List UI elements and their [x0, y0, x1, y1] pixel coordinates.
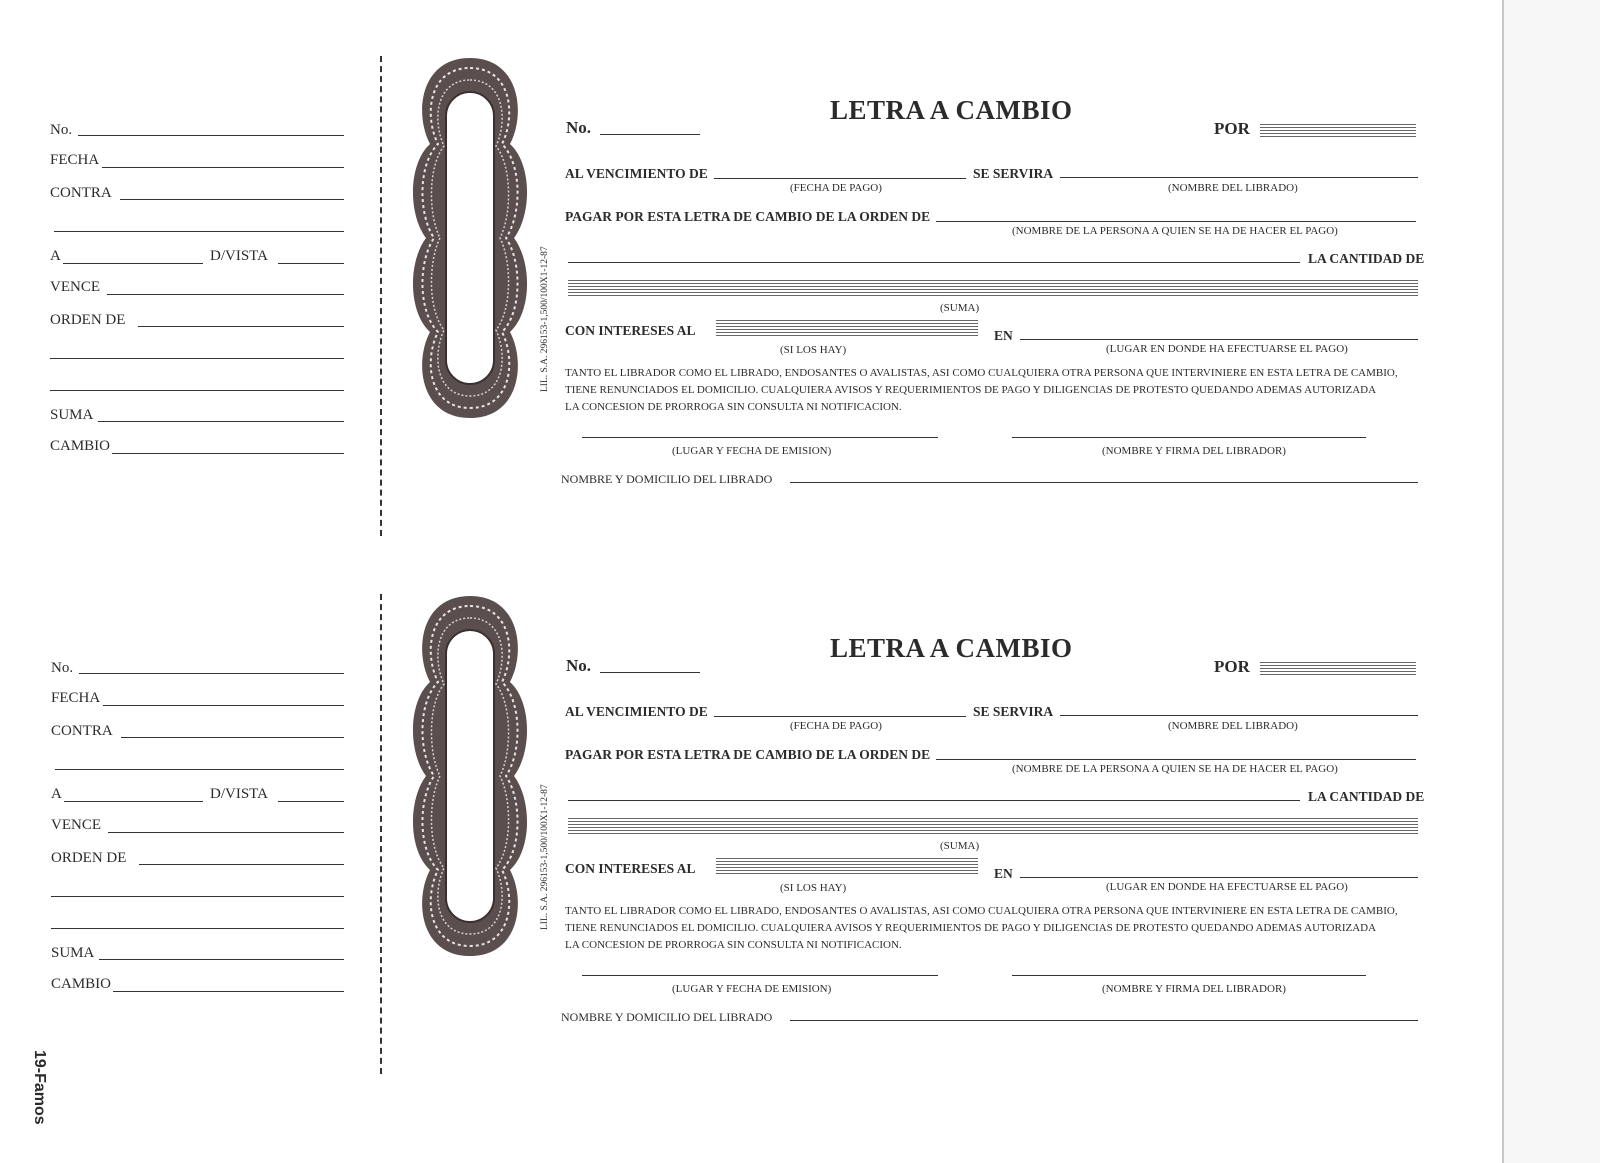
si-los-hay-caption: (SI LOS HAY) — [780, 882, 847, 894]
bill-of-exchange-1 — [0, 0, 1500, 540]
suma-caption: (SUMA) — [940, 840, 980, 852]
nombre-librado-line[interactable] — [1060, 177, 1418, 178]
lugar-fecha-emision-line[interactable] — [582, 437, 938, 438]
la-cantidad-label: LA CANTIDAD DE — [1308, 789, 1425, 804]
stub-orden-line-3[interactable] — [51, 928, 344, 929]
stub-fecha-label: FECHA — [50, 152, 100, 168]
perforation-line — [380, 594, 382, 1074]
stub-no-line[interactable] — [79, 673, 344, 674]
stub-dvista-line[interactable] — [278, 263, 344, 264]
bill-no-label: No. — [566, 118, 592, 137]
bill-title: LETRA A CAMBIO — [830, 95, 1073, 125]
clause-line-3: LA CONCESION DE PRORROGA SIN CONSULTA NI NOTIFICACION. — [565, 939, 902, 951]
pagar-por-label: PAGAR POR ESTA LETRA DE CAMBIO DE LA ORDEN DE — [565, 209, 931, 224]
lugar-pago-line[interactable] — [1020, 877, 1418, 878]
nombre-domicilio-label: NOMBRE Y DOMICILIO DEL LIBRADO — [561, 472, 773, 486]
print-code: LIL. S.A. 296153-1,500/100X1-12-87 — [540, 784, 550, 930]
stub-no-label: No. — [51, 660, 74, 676]
lugar-pago-line[interactable] — [1020, 339, 1418, 340]
stub-suma-line[interactable] — [98, 421, 344, 422]
stub-contra-line[interactable] — [120, 199, 344, 200]
stub-fecha-line[interactable] — [102, 167, 344, 168]
nombre-persona-caption: (NOMBRE DE LA PERSONA A QUIEN SE HA DE HACER EL PAGO) — [1012, 225, 1338, 237]
en-label: EN — [994, 866, 1013, 881]
stub-suma-line[interactable] — [99, 959, 344, 960]
lugar-fecha-emision-caption: (LUGAR Y FECHA DE EMISION) — [672, 983, 832, 995]
fecha-pago-line[interactable] — [714, 178, 966, 179]
stub-cambio-line[interactable] — [112, 453, 344, 454]
se-servira-label: SE SERVIRA — [973, 166, 1054, 181]
nombre-domicilio-line[interactable] — [790, 1020, 1418, 1021]
perforation-line — [380, 56, 382, 536]
pagar-por-label: PAGAR POR ESTA LETRA DE CAMBIO DE LA ORDEN DE — [565, 747, 931, 762]
firma-librador-caption: (NOMBRE Y FIRMA DEL LIBRADOR) — [1102, 983, 1286, 995]
stub-a-label: A — [51, 786, 62, 802]
stub-contra-line-2[interactable] — [55, 769, 344, 770]
stub-orden-line-2[interactable] — [51, 896, 344, 897]
stub-contra-label: CONTRA — [51, 723, 113, 739]
stub-dvista-label: D/VISTA — [210, 786, 268, 802]
print-code: LIL. S.A. 296153-1,500/100X1-12-87 — [540, 246, 550, 392]
lugar-fecha-emision-line[interactable] — [582, 975, 938, 976]
suma-amount-box[interactable] — [568, 818, 1418, 836]
stub-suma-label: SUMA — [50, 407, 94, 423]
stub-vence-label: VENCE — [50, 279, 100, 295]
con-intereses-label: CON INTERESES AL — [565, 323, 696, 338]
stub-cambio-label: CAMBIO — [51, 976, 112, 992]
stub-a-label: A — [50, 248, 61, 264]
intereses-box[interactable] — [716, 858, 978, 876]
nombre-librado-caption: (NOMBRE DEL LIBRADO) — [1168, 182, 1298, 194]
nombre-persona-line[interactable] — [936, 759, 1416, 760]
bill-por-label: POR — [1214, 119, 1250, 138]
bill-por-label: POR — [1214, 657, 1250, 676]
stub-dvista-line[interactable] — [278, 801, 344, 802]
stub-orden-label: ORDEN DE — [50, 312, 126, 328]
lugar-pago-caption: (LUGAR EN DONDE HA EFECTUARSE EL PAGO) — [1106, 343, 1348, 355]
en-label: EN — [994, 328, 1013, 343]
stub-contra-label: CONTRA — [50, 185, 112, 201]
stub-orden-line-2[interactable] — [50, 358, 344, 359]
clause-line-1: TANTO EL LIBRADOR COMO EL LIBRADO, ENDOSANTES O AVALISTAS, ASI COMO CUALQUIERA OTRA PERSONA QUE INTERVINIERE EN ESTA LETRA DE CAMBIO, — [565, 367, 1398, 379]
nombre-persona-line[interactable] — [936, 221, 1416, 222]
bill-of-exchange-2 — [0, 538, 1500, 1078]
al-vencimiento-label: AL VENCIMIENTO DE — [565, 704, 708, 719]
stub-a-line[interactable] — [64, 801, 203, 802]
brand-logo: 19-Famos — [31, 1050, 48, 1125]
page-edge-shadow — [1504, 0, 1600, 1163]
con-intereses-label: CON INTERESES AL — [565, 861, 696, 876]
cantidad-line[interactable] — [568, 800, 1300, 801]
fecha-pago-line[interactable] — [714, 716, 966, 717]
fecha-pago-caption: (FECHA DE PAGO) — [790, 182, 882, 194]
stub-contra-line[interactable] — [121, 737, 344, 738]
stub-cambio-label: CAMBIO — [50, 438, 111, 454]
stub-orden-line-3[interactable] — [50, 390, 344, 391]
si-los-hay-caption: (SI LOS HAY) — [780, 344, 847, 356]
lugar-fecha-emision-caption: (LUGAR Y FECHA DE EMISION) — [672, 445, 832, 457]
stub-no-line[interactable] — [78, 135, 344, 136]
firma-librador-caption: (NOMBRE Y FIRMA DEL LIBRADOR) — [1102, 445, 1286, 457]
bill-por-amount-box[interactable] — [1260, 662, 1416, 676]
clause-line-3: LA CONCESION DE PRORROGA SIN CONSULTA NI NOTIFICACION. — [565, 401, 902, 413]
stub-vence-line[interactable] — [108, 832, 344, 833]
page-edge — [1502, 0, 1504, 1163]
intereses-box[interactable] — [716, 320, 978, 338]
stub-dvista-label: D/VISTA — [210, 248, 268, 264]
firma-librador-line[interactable] — [1012, 437, 1366, 438]
stub-fecha-line[interactable] — [103, 705, 344, 706]
bill-no-label: No. — [566, 656, 592, 675]
nombre-domicilio-label: NOMBRE Y DOMICILIO DEL LIBRADO — [561, 1010, 773, 1024]
stub-orden-line[interactable] — [138, 326, 344, 327]
stub-vence-label: VENCE — [51, 817, 101, 833]
cantidad-line[interactable] — [568, 262, 1300, 263]
bill-no-line[interactable] — [600, 134, 700, 135]
stub-vence-line[interactable] — [107, 294, 344, 295]
nombre-domicilio-line[interactable] — [790, 482, 1418, 483]
guilloche-ornament — [410, 592, 530, 960]
la-cantidad-label: LA CANTIDAD DE — [1308, 251, 1425, 266]
stub-a-line[interactable] — [63, 263, 203, 264]
suma-amount-box[interactable] — [568, 280, 1418, 298]
stub-orden-line[interactable] — [139, 864, 344, 865]
fecha-pago-caption: (FECHA DE PAGO) — [790, 720, 882, 732]
stub-orden-label: ORDEN DE — [51, 850, 127, 866]
bill-no-line[interactable] — [600, 672, 700, 673]
clause-line-2: TIENE RENUNCIADOS EL DOMICILIO. CUALQUIERA AVISOS Y REQUERIMIENTOS DE PAGO Y DILIGENCIAS DE PROTESTO QUEDANDO ADEMAS AUTORIZADA — [565, 922, 1377, 934]
stub-suma-label: SUMA — [51, 945, 95, 961]
nombre-persona-caption: (NOMBRE DE LA PERSONA A QUIEN SE HA DE HACER EL PAGO) — [1012, 763, 1338, 775]
lugar-pago-caption: (LUGAR EN DONDE HA EFECTUARSE EL PAGO) — [1106, 881, 1348, 893]
stub-fecha-label: FECHA — [51, 690, 101, 706]
firma-librador-line[interactable] — [1012, 975, 1366, 976]
clause-line-1: TANTO EL LIBRADOR COMO EL LIBRADO, ENDOSANTES O AVALISTAS, ASI COMO CUALQUIERA OTRA PERSONA QUE INTERVINIERE EN ESTA LETRA DE CAMBIO, — [565, 905, 1398, 917]
bill-por-amount-box[interactable] — [1260, 124, 1416, 138]
clause-line-2: TIENE RENUNCIADOS EL DOMICILIO. CUALQUIERA AVISOS Y REQUERIMIENTOS DE PAGO Y DILIGENCIAS DE PROTESTO QUEDANDO ADEMAS AUTORIZADA — [565, 384, 1377, 396]
suma-caption: (SUMA) — [940, 302, 980, 314]
nombre-librado-line[interactable] — [1060, 715, 1418, 716]
bill-title: LETRA A CAMBIO — [830, 633, 1073, 663]
se-servira-label: SE SERVIRA — [973, 704, 1054, 719]
guilloche-ornament — [410, 54, 530, 422]
nombre-librado-caption: (NOMBRE DEL LIBRADO) — [1168, 720, 1298, 732]
al-vencimiento-label: AL VENCIMIENTO DE — [565, 166, 708, 181]
stub-contra-line-2[interactable] — [54, 231, 344, 232]
stub-no-label: No. — [50, 122, 73, 138]
stub-cambio-line[interactable] — [113, 991, 344, 992]
